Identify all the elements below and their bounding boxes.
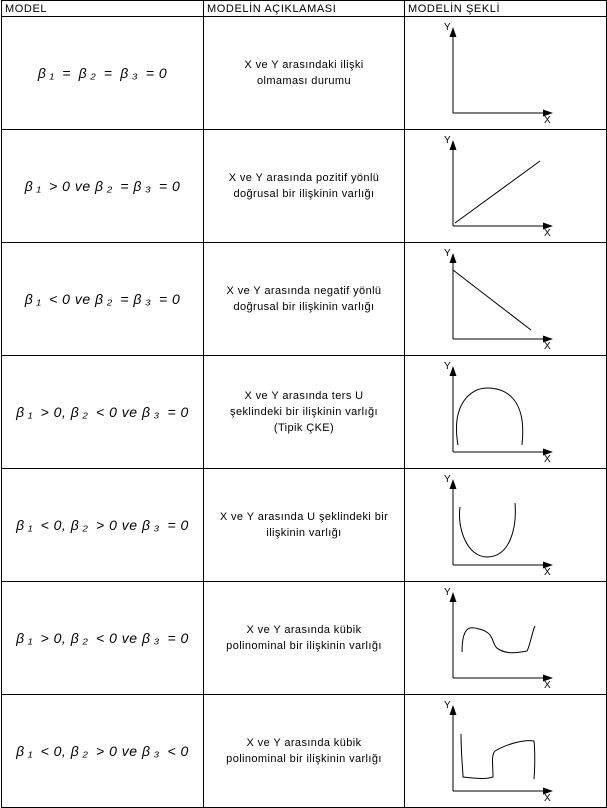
model-formula xyxy=(2,469,204,582)
x-axis-label: X xyxy=(544,793,551,804)
model-description xyxy=(204,17,405,130)
axes-graph xyxy=(445,134,565,238)
header-description: MODELİN AÇIKLAMASI xyxy=(204,1,405,17)
relationship-curve xyxy=(457,388,523,445)
header-shape: MODELİN ŞEKLİ xyxy=(405,1,607,17)
description-line: X ve Y arasında negatif yönlü xyxy=(226,285,382,297)
axes-graph xyxy=(445,21,565,125)
description-line: X ve Y arasında pozitif yönlü xyxy=(228,172,380,184)
model-shape xyxy=(405,130,607,243)
description-line: polinominal bir ilişkinin varlığı xyxy=(226,640,382,652)
model-formula-text: β ₁ < 0, β ₂ > 0 ve β ₃ = 0 xyxy=(16,517,189,533)
model-formula-text: β ₁ < 0 ve β ₂ = β ₃ = 0 xyxy=(24,291,181,307)
model-formula xyxy=(2,17,204,130)
table-row xyxy=(2,582,607,695)
model-shape xyxy=(405,695,607,808)
table-row xyxy=(2,17,607,130)
model-formula xyxy=(2,695,204,808)
table-row xyxy=(2,695,607,808)
description-line: X ve Y arasında U şeklindeki bir xyxy=(219,511,389,523)
description-line: doğrusal bir ilişkinin varlığı xyxy=(233,301,375,313)
x-axis-label: X xyxy=(544,567,551,578)
description-line: (Tipik ÇKE) xyxy=(273,422,335,434)
model-formula-text: β ₁ < 0, β ₂ > 0 ve β ₃ < 0 xyxy=(16,743,189,759)
axes-graph xyxy=(445,360,565,464)
y-axis-label: Y xyxy=(444,700,451,711)
x-axis-label: X xyxy=(544,680,551,691)
description-line: X ve Y arasındaki ilişki xyxy=(244,59,364,71)
model-shape xyxy=(405,469,607,582)
model-formula-text: β ₁ = β ₂ = β ₃ = 0 xyxy=(37,65,168,81)
relationship-curve xyxy=(461,734,535,779)
model-formula xyxy=(2,582,204,695)
description-line: X ve Y arasında kübik xyxy=(246,737,362,749)
x-axis-label: X xyxy=(544,115,551,126)
table-row xyxy=(2,243,607,356)
model-shape xyxy=(405,243,607,356)
axes-graph xyxy=(445,473,565,577)
model-formula-text: β ₁ > 0, β ₂ < 0 ve β ₃ = 0 xyxy=(16,630,189,646)
description-line: X ve Y arasında ters U xyxy=(244,390,364,402)
description-line: ilişkinin varlığı xyxy=(266,527,342,539)
model-shape xyxy=(405,356,607,469)
relationship-curve xyxy=(453,270,531,330)
axes-graph xyxy=(445,699,565,803)
description-line: X ve Y arasında kübik xyxy=(246,624,362,636)
table-row xyxy=(2,356,607,469)
model-description xyxy=(204,243,405,356)
y-axis-label: Y xyxy=(444,474,451,485)
model-formula xyxy=(2,130,204,243)
description-line: şeklindeki bir ilişkinin varlığı xyxy=(230,406,378,418)
axes-graph xyxy=(445,586,565,690)
model-formula-text: β ₁ > 0 ve β ₂ = β ₃ = 0 xyxy=(24,178,181,194)
relationship-curve xyxy=(455,161,540,223)
relationship-curve xyxy=(459,503,515,557)
description-line: polinominal bir ilişkinin varlığı xyxy=(226,753,382,765)
y-axis-label: Y xyxy=(444,587,451,598)
x-axis-label: X xyxy=(544,454,551,465)
x-axis-label: X xyxy=(544,341,551,352)
y-axis-label: Y xyxy=(444,248,451,259)
table-row xyxy=(2,469,607,582)
model-shape xyxy=(405,582,607,695)
table-row xyxy=(2,130,607,243)
model-shape xyxy=(405,17,607,130)
model-description xyxy=(204,356,405,469)
header-model: MODEL xyxy=(2,1,204,17)
model-description xyxy=(204,695,405,808)
model-formula xyxy=(2,356,204,469)
y-axis-label: Y xyxy=(444,361,451,372)
model-table xyxy=(1,0,607,808)
model-description xyxy=(204,582,405,695)
description-line: olmaması durumu xyxy=(256,75,352,87)
model-description xyxy=(204,469,405,582)
y-axis-label: Y xyxy=(444,135,451,146)
model-formula-text: β ₁ > 0, β ₂ < 0 ve β ₃ = 0 xyxy=(16,404,189,420)
y-axis-label: Y xyxy=(444,22,451,33)
description-line: doğrusal bir ilişkinin varlığı xyxy=(233,188,375,200)
axes-graph xyxy=(445,247,565,351)
x-axis-label: X xyxy=(544,228,551,239)
model-formula xyxy=(2,243,204,356)
model-description xyxy=(204,130,405,243)
relationship-curve xyxy=(462,626,535,653)
header-row xyxy=(2,1,607,17)
